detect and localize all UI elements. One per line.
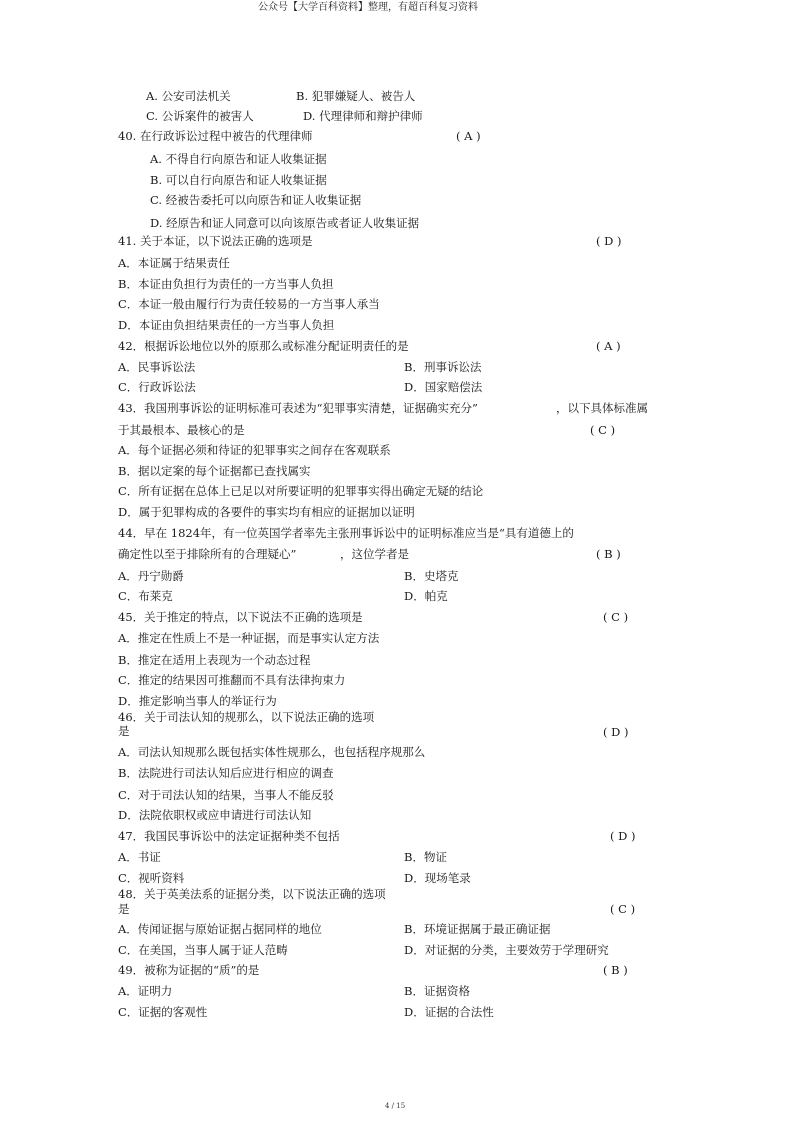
q42-option-c: C．行政诉讼法 [118,380,196,394]
q44-stem-line1: 44．早在 1824年，有一位英国学者率先主张刑事诉讼中的证明标准应当是“具有道德上的 [118,526,574,540]
q44-option-b: B．史塔克 [404,569,459,583]
q45-stem: 45．关于推定的特点，以下说法不正确的选项是 [118,610,363,624]
q41-answer: ( D ) [596,234,622,248]
q49-option-c: C．证据的客观性 [118,1005,208,1019]
q45-option-d: D．推定影响当事人的举证行为 [118,694,277,708]
q46-stem-line1: 46．关于司法认知的规那么，以下说法正确的选项 [118,710,375,724]
q41-option-d: D．本证由负担结果责任的一方当事人负担 [118,318,335,332]
q44-option-c: C．布莱克 [118,589,173,603]
q43-stem-line2: 于其最根本、最核心的是 [118,423,245,437]
q47-option-d: D．现场笔录 [404,871,471,885]
q43-option-b: B．据以定案的每个证据都已查找属实 [118,464,311,478]
q39-option-c: C. 公诉案件的被害人 [146,109,254,123]
q44-stem-line2: 确定性以至于排除所有的合理疑心” [118,547,297,561]
q41-option-a: A．本证属于结果责任 [118,256,230,270]
q42-option-b: B．刑事诉讼法 [404,360,482,374]
q46-option-d: D．法院依职权或应申请进行司法认知 [118,808,312,822]
page-number: 4 / 15 [385,1102,406,1110]
q39-option-d: D. 代理律师和辩护律师 [303,109,423,123]
q49-stem: 49．被称为证据的“质”的是 [118,963,260,977]
q46-option-a: A．司法认知规那么既包括实体性规那么，也包括程序规那么 [118,745,426,759]
q39-option-a: A. 公安司法机关 [146,89,231,103]
q43-option-a: A．每个证据必须和待证的犯罪事实之间存在客观联系 [118,443,391,457]
q44-option-d: D．帕克 [404,589,448,603]
q45-option-c: C．推定的结果因可推翻而不具有法律拘束力 [118,673,346,687]
q47-answer: ( D ) [610,829,636,843]
q49-option-d: D．证据的合法性 [404,1005,494,1019]
q48-option-c: C．在美国，当事人属于证人范畴 [118,943,288,957]
q45-answer: ( C ) [603,610,629,624]
q44-answer: ( B ) [596,547,621,561]
q47-option-a: A．书证 [118,850,161,864]
q40-option-c: C. 经被告委托可以向原告和证人收集证据 [150,193,362,207]
q43-stem-line1: 43．我国刑事诉讼的证明标准可表述为“犯罪事实清楚，证据确实充分” [118,401,478,415]
q42-option-a: A．民事诉讼法 [118,360,196,374]
q40-option-a: A. 不得自行向原告和证人收集证据 [150,152,327,166]
q46-option-c: C．对于司法认知的结果，当事人不能反驳 [118,788,334,802]
q43-option-c: C．所有证据在总体上已足以对所要证明的犯罪事实得出确定无疑的结论 [118,484,484,498]
q41-option-c: C．本证一般由履行行为责任较易的一方当事人承当 [118,297,380,311]
q48-stem-line2: 是 [118,902,130,916]
q47-option-b: B．物证 [404,850,447,864]
q42-option-d: D．国家赔偿法 [404,380,483,394]
q46-stem-line2: 是 [118,724,130,738]
q41-stem: 41. 关于本证，以下说法正确的选项是 [118,234,313,248]
q43-option-d: D．属于犯罪构成的各要件的事实均有相应的证据加以证明 [118,505,415,519]
q49-option-b: B．证据资格 [404,984,470,998]
q46-answer: ( D ) [603,725,629,739]
q40-option-b: B. 可以自行向原告和证人收集证据 [150,173,327,187]
q48-stem-line1: 48．关于英美法系的证据分类，以下说法正确的选项 [118,887,386,901]
q40-option-d: D. 经原告和证人同意可以向该原告或者证人收集证据 [150,216,420,230]
q43-stem-line1b: ，以下具体标准属 [556,401,648,415]
q49-answer: ( B ) [603,963,628,977]
q48-option-d: D．对证据的分类，主要效劳于学理研究 [404,943,609,957]
q41-option-b: B．本证由负担行为责任的一方当事人负担 [118,277,334,291]
q40-stem: 40. 在行政诉讼过程中被告的代理律师 [118,129,313,143]
q39-option-b: B. 犯罪嫌疑人、被告人 [296,89,416,103]
q42-stem: 42．根据诉讼地位以外的原那么或标准分配证明责任的是 [118,339,409,353]
q44-stem-line2b: ，这位学者是 [340,547,409,561]
q43-answer: ( C ) [590,423,616,437]
q42-answer: ( A ) [596,339,621,353]
q40-answer: ( A ) [456,129,481,143]
page-header: 公众号【大学百科资料】整理，有超百科复习资料 [258,2,478,13]
q45-option-b: B．推定在适用上表现为一个动态过程 [118,653,311,667]
q48-option-b: B．环境证据属于最正确证据 [404,922,551,936]
q47-stem: 47．我国民事诉讼中的法定证据种类不包括 [118,829,340,843]
q46-option-b: B．法院进行司法认知后应进行相应的调查 [118,766,334,780]
q47-option-c: C．视听资料 [118,871,185,885]
q48-option-a: A．传闻证据与原始证据占据同样的地位 [118,922,322,936]
q48-answer: ( C ) [610,902,636,916]
q45-option-a: A．推定在性质上不是一种证据，而是事实认定方法 [118,631,380,645]
q49-option-a: A．证明力 [118,984,173,998]
q44-option-a: A．丹宁勋爵 [118,569,184,583]
